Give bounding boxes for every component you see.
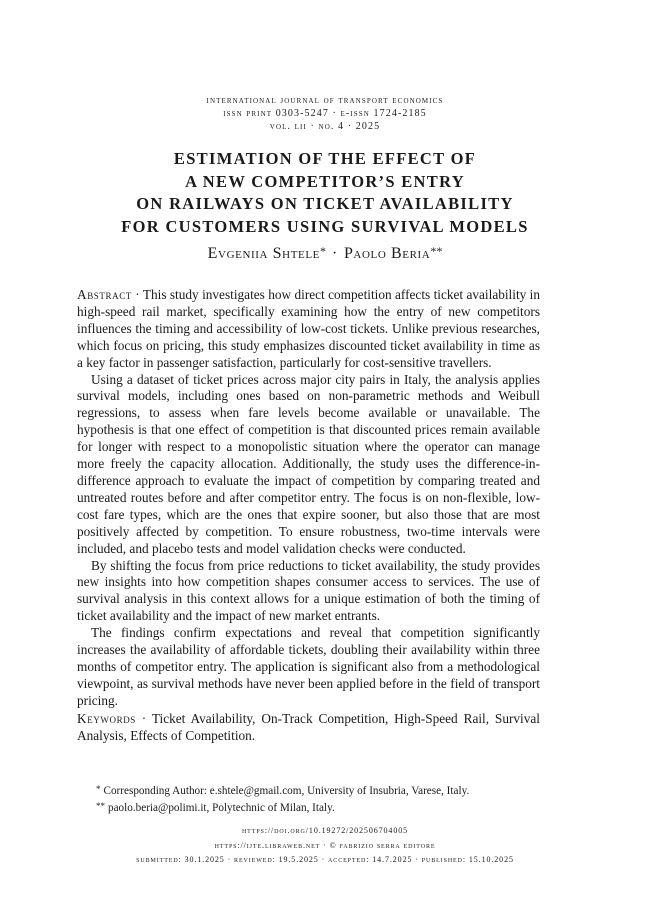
- abstract-paragraph: By shifting the focus from price reductions to ticket availability, the study provides new insights into how competition shapes consumer access to services. The use of survival analysis in this context allows for a unique estimation of both the timing of ticket availability and the impact of new market entrants.: [77, 557, 540, 624]
- keywords-separator: ·: [141, 711, 147, 726]
- journal-volume: vol. lii · no. 4 · 2025: [269, 121, 381, 132]
- abstract-text: This study investigates how direct competition affects ticket availability in high-speed rail market, specifically examining how the entry of new competitors influences the timing and accessibility of low-cost tickets. Unlike previous researches, which focus on pricing, this study emphasizes discounted ticket availability in time as a key factor in passenger satisfaction, particularly for cost-sensitive travellers.: [77, 287, 541, 370]
- footnote: [96, 782, 469, 799]
- author-name: Paolo Beria: [343, 245, 431, 262]
- doi-link[interactable]: https://doi.org/10.19272/202506704005: [241, 826, 409, 835]
- abstract-separator: ·: [135, 287, 140, 302]
- abstract-paragraph: The findings confirm expectations and reveal that competition significantly increases the availability of affordable tickets, doubling their availability within three months of competitor entry. The application is significant also from a methodological viewpoint, as survival methods have never been applied before in the field of transport pricing.: [77, 625, 540, 708]
- journal-header: [0, 94, 650, 133]
- footnotes: [96, 782, 469, 817]
- title-line: ESTIMATION OF THE EFFECT OF: [173, 149, 477, 168]
- journal-site-link[interactable]: https://ijte.libraweb.net · © fabrizio serra editore: [214, 840, 436, 850]
- footnote-mark: **: [96, 801, 105, 812]
- title-line: ON RAILWAYS ON TICKET AVAILABILITY: [136, 194, 514, 213]
- author-name: Evgeniia Shtele: [207, 245, 320, 262]
- author-separator: ·: [332, 245, 338, 262]
- footnote-text: paolo.beria@polimi.it, Polytechnic of Milan, Italy.: [108, 802, 335, 815]
- journal-name: international journal of transport economics: [206, 95, 444, 106]
- abstract: [77, 287, 540, 710]
- page-footer: [0, 824, 650, 868]
- keywords-text: Ticket Availability, On-Track Competition, High-Speed Rail, Survival Analysis, Effects of Competition.: [77, 711, 540, 743]
- keywords: [77, 711, 540, 745]
- title-line: FOR CUSTOMERS USING SURVIVAL MODELS: [121, 216, 529, 236]
- author-line: [0, 244, 650, 263]
- author-footnote-mark: **: [430, 244, 443, 258]
- journal-issn: issn print 0303-5247 · e-issn 1724-2185: [223, 108, 427, 119]
- footnote-mark: *: [96, 784, 101, 794]
- abstract-label: Abstract: [77, 287, 132, 302]
- footnote-text: Corresponding Author: e.shtele@gmail.com, University of Insubria, Varese, Italy.: [103, 785, 470, 797]
- title-line: A NEW COMPETITOR’S ENTRY: [185, 171, 465, 191]
- footnote: [96, 799, 469, 816]
- publication-dates: submitted: 30.1.2025 · reviewed: 19.5.2025 · accepted: 14.7.2025 · published: 15.10.2025: [136, 855, 514, 865]
- abstract-paragraph: [77, 287, 540, 372]
- article-title: [60, 148, 590, 238]
- abstract-paragraph: Using a dataset of ticket prices across major city pairs in Italy, the analysis applies survival models, including ones based on non-parametric methods and Weibull regressions, to assess when fare levels become available or unavailable. The hypothesis is that one effect of competition is that discounted prices remain available for longer with respect to a monopolistic situation where the operator can manage more freely the capacity allocation. Additionally, the study uses the difference-in-difference approach to evaluate the impact of competition by comparing treated and untreated routes before and after competitor entry. The focus is on non-flexible, low-cost fare types, which are the ones that expire sooner, but also those that are most positively affected by competition. To ensure robustness, two-time intervals were included, and placebo tests and model validation checks were conducted.: [77, 371, 540, 556]
- author-footnote-mark: *: [320, 244, 326, 258]
- keywords-label: Keywords: [77, 711, 136, 726]
